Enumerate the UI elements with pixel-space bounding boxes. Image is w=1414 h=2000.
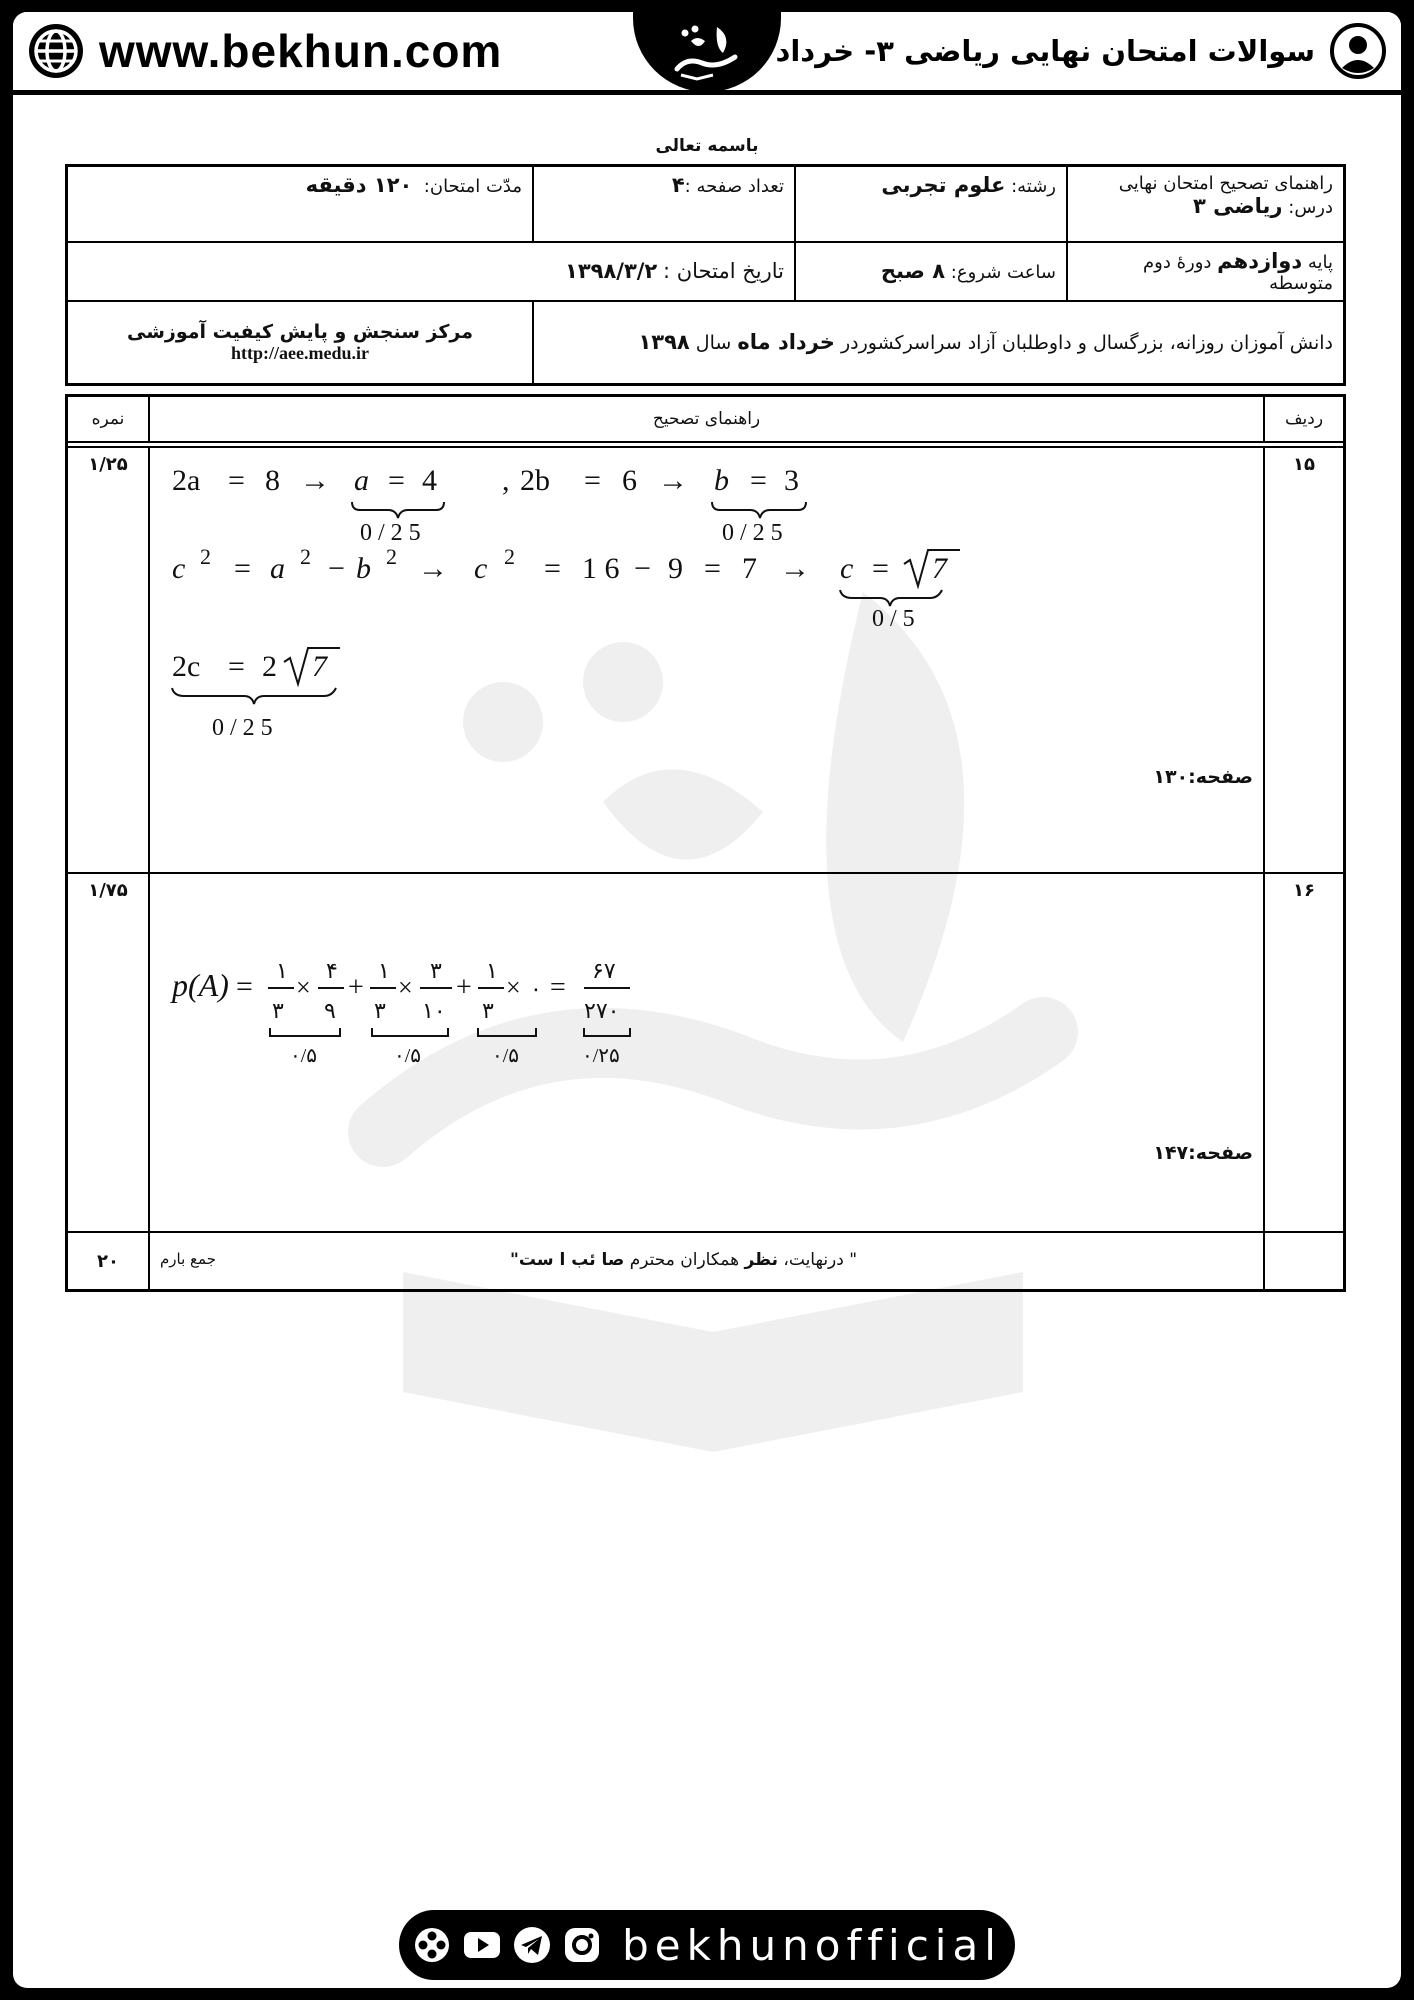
note-part: همکاران محترم <box>629 1250 740 1270</box>
answer-body <box>160 880 1253 1225</box>
social-handle[interactable]: bekhunofficial <box>622 1920 1002 1970</box>
book-page-ref: صفحه:۱۴۷ <box>1153 1142 1253 1164</box>
bracket <box>270 1028 340 1036</box>
total-score: ۲۰ <box>67 1232 150 1291</box>
col-guide-header: راهنمای تصحیح <box>149 396 1264 443</box>
eq-text: − <box>328 552 345 585</box>
pages-label: تعداد صفحه : <box>684 176 784 197</box>
exam-year: ۱۳۹۸ <box>638 330 690 355</box>
note-part: صا ئب ا ست" <box>510 1250 625 1270</box>
q15-mark-line <box>160 709 560 749</box>
grade-prefix: پایه <box>1307 251 1333 273</box>
eq-text: 6 <box>622 464 637 497</box>
center-url[interactable]: http://aee.medu.ir <box>231 342 369 363</box>
exponent: 2 <box>200 544 211 569</box>
answer-table <box>65 394 1346 1292</box>
underbrace <box>840 590 942 606</box>
eq-text: b <box>356 552 371 585</box>
eq-text: 7 <box>742 552 757 585</box>
question-number: ۱۵ <box>1264 447 1345 873</box>
eq-text: c <box>172 552 186 585</box>
answer-body <box>160 454 1253 866</box>
grade-value: دوازدهم <box>1217 248 1303 273</box>
col-row-header: ردیف <box>1264 396 1345 443</box>
start-cell <box>795 242 1067 301</box>
denominator: ۳ <box>272 998 284 1023</box>
denominator: ۳ <box>374 998 386 1023</box>
numerator: ۱ <box>276 958 288 983</box>
bracket <box>584 1028 630 1036</box>
total-note <box>160 1246 1253 1276</box>
eq-text: 2a <box>172 464 201 497</box>
eq-text: , <box>502 464 510 497</box>
youtube-icon[interactable] <box>462 1925 502 1965</box>
eq-text: 8 <box>265 464 280 497</box>
denominator: ۹ <box>324 998 336 1023</box>
eq-text: 9 <box>668 552 683 585</box>
aparat-icon[interactable] <box>412 1925 452 1965</box>
date-value: ۱۳۹۸/۳/۲ <box>565 259 658 283</box>
start-value: ۸ صبح <box>880 259 946 283</box>
numerator: ۱ <box>378 958 390 983</box>
eq-text: ۰ <box>530 976 542 1001</box>
eq-text: 3 <box>784 464 799 497</box>
course-cell <box>1067 166 1345 242</box>
duration-value: ۱۲۰ دقیقه <box>305 173 413 197</box>
site-link[interactable] <box>27 22 502 80</box>
arrow-symbol: → <box>300 464 330 497</box>
eq-text: + <box>348 972 364 1003</box>
question-answer <box>149 447 1264 873</box>
note-part: " درنهایت، <box>783 1250 858 1270</box>
field-name: علوم تجربی <box>881 173 1006 197</box>
denominator: ۱۰ <box>422 998 446 1023</box>
question-number: ۱۶ <box>1264 873 1345 1232</box>
q15-math <box>160 454 1260 749</box>
total-row <box>67 1232 1345 1291</box>
field-cell <box>795 166 1067 242</box>
exponent: 2 <box>504 544 515 569</box>
eq-text: c <box>474 552 488 585</box>
underbrace <box>172 688 336 704</box>
user-icon[interactable] <box>1329 22 1387 80</box>
eq-text: 1 6 <box>582 552 620 585</box>
eq-text: = <box>550 972 566 1003</box>
total-row-empty <box>1264 1232 1345 1291</box>
telegram-icon[interactable] <box>512 1925 552 1965</box>
exam-info-table <box>65 164 1346 386</box>
exam-title-block <box>730 22 1387 80</box>
instagram-icon[interactable] <box>562 1925 602 1965</box>
score-mark: ۰/۵ <box>290 1045 318 1067</box>
social-footer <box>399 1910 1015 1980</box>
question-row-16 <box>67 873 1345 1232</box>
question-answer <box>149 873 1264 1232</box>
score-mark: ۰/۲۵ <box>582 1045 620 1067</box>
eq-text: a <box>354 464 369 497</box>
eq-text: 7 <box>932 552 947 585</box>
eq-text: = <box>388 464 405 497</box>
eq-text: − <box>634 552 651 585</box>
duration-cell <box>67 166 534 242</box>
total-note-cell <box>149 1232 1264 1291</box>
underbrace <box>712 502 806 518</box>
eq-text: × <box>398 973 413 1002</box>
eq-text: = <box>544 552 561 585</box>
underbrace <box>352 502 444 518</box>
denominator: ۳ <box>482 998 494 1023</box>
date-label: تاریخ امتحان : <box>662 259 784 283</box>
center-name: مرکز سنجش و پایش کیفیت آموزشی <box>127 320 473 343</box>
total-label: جمع بارم <box>160 1250 216 1268</box>
score-mark: 0 / 2 5 <box>360 520 421 546</box>
closing-note <box>510 1250 857 1270</box>
numerator: ۴ <box>326 958 338 983</box>
eq-text: = <box>704 552 721 585</box>
score-mark: ۰/۵ <box>394 1045 422 1067</box>
book-page-ref: صفحه:۱۳۰ <box>1153 766 1253 788</box>
denominator: ۲۷۰ <box>584 998 620 1023</box>
course-name: ریاضی ۳ <box>1192 194 1283 218</box>
students-cell <box>533 301 1345 385</box>
site-url[interactable]: www.bekhun.com <box>99 25 503 77</box>
numerator: ۶۷ <box>592 958 616 983</box>
eq-text: 2c <box>172 650 201 683</box>
eq-text: 4 <box>422 464 437 497</box>
eq-text: 2b <box>520 464 550 497</box>
col-score-header: نمره <box>67 396 150 443</box>
page <box>13 12 1401 1988</box>
question-row-15 <box>67 447 1345 873</box>
year-label: سال <box>695 332 732 355</box>
site-header <box>13 12 1401 95</box>
numerator: ۳ <box>430 958 442 983</box>
pages-value: ۴ <box>671 173 685 197</box>
bismillah: باسمه تعالی <box>655 136 759 156</box>
arrow-symbol: → <box>658 464 688 497</box>
globe-icon <box>27 22 85 80</box>
eq-text: × <box>506 973 521 1002</box>
q15-equations <box>160 454 1260 714</box>
eq-text: + <box>456 972 472 1003</box>
question-score: ۱/۲۵ <box>67 447 150 873</box>
question-score: ۱/۷۵ <box>67 873 150 1232</box>
exponent: 2 <box>386 544 397 569</box>
eq-text: = <box>234 552 251 585</box>
eq-text: = <box>228 464 245 497</box>
guide-label: راهنمای تصحیح امتحان نهایی درس: <box>1118 173 1333 218</box>
eq-text: a <box>270 552 285 585</box>
score-mark: ۰/۵ <box>492 1045 520 1067</box>
eq-text: 7 <box>312 650 327 683</box>
q16-formula <box>160 952 860 1092</box>
date-cell <box>67 242 796 301</box>
grade-cell <box>1067 242 1345 301</box>
answer-table-header <box>67 396 1345 443</box>
eq-text: = <box>228 650 245 683</box>
exam-month: خرداد ماه <box>737 330 835 355</box>
arrow-symbol: → <box>418 552 448 585</box>
eq-text: p(A) <box>172 967 229 1003</box>
score-mark: 0 / 2 5 <box>722 520 783 546</box>
score-mark: 0 / 2 5 <box>212 715 273 741</box>
q16-math <box>160 952 860 1097</box>
eq-text: c <box>840 552 854 585</box>
bracket <box>372 1028 448 1036</box>
eq-text: 2 <box>262 650 277 683</box>
eq-text: × <box>296 973 311 1002</box>
exam-title: سوالات امتحان نهایی ریاضی ۳- خرداد ۹۸ <box>729 34 1315 68</box>
arrow-symbol: → <box>780 552 810 585</box>
field-label: رشته: <box>1011 176 1056 197</box>
students-text: دانش آموزان روزانه، بزرگسال و داوطلبان آزاد سراسرکشوردر <box>840 332 1333 355</box>
note-part: نظر <box>744 1250 778 1270</box>
eq-text: = <box>584 464 601 497</box>
start-label: ساعت شروع: <box>950 262 1056 283</box>
duration-label: مدّت امتحان: <box>423 176 522 197</box>
pages-cell <box>533 166 795 242</box>
eq-text: = <box>236 970 253 1003</box>
exponent: 2 <box>300 544 311 569</box>
numerator: ۱ <box>486 958 498 983</box>
eq-text: = <box>750 464 767 497</box>
eq-text: b <box>714 464 729 497</box>
score-mark: 0 / 5 <box>872 606 915 632</box>
eq-text: = <box>872 552 889 585</box>
center-cell <box>67 301 534 385</box>
bracket <box>478 1028 536 1036</box>
grade-suffix: دورهٔ دوم متوسطه <box>1143 251 1333 294</box>
